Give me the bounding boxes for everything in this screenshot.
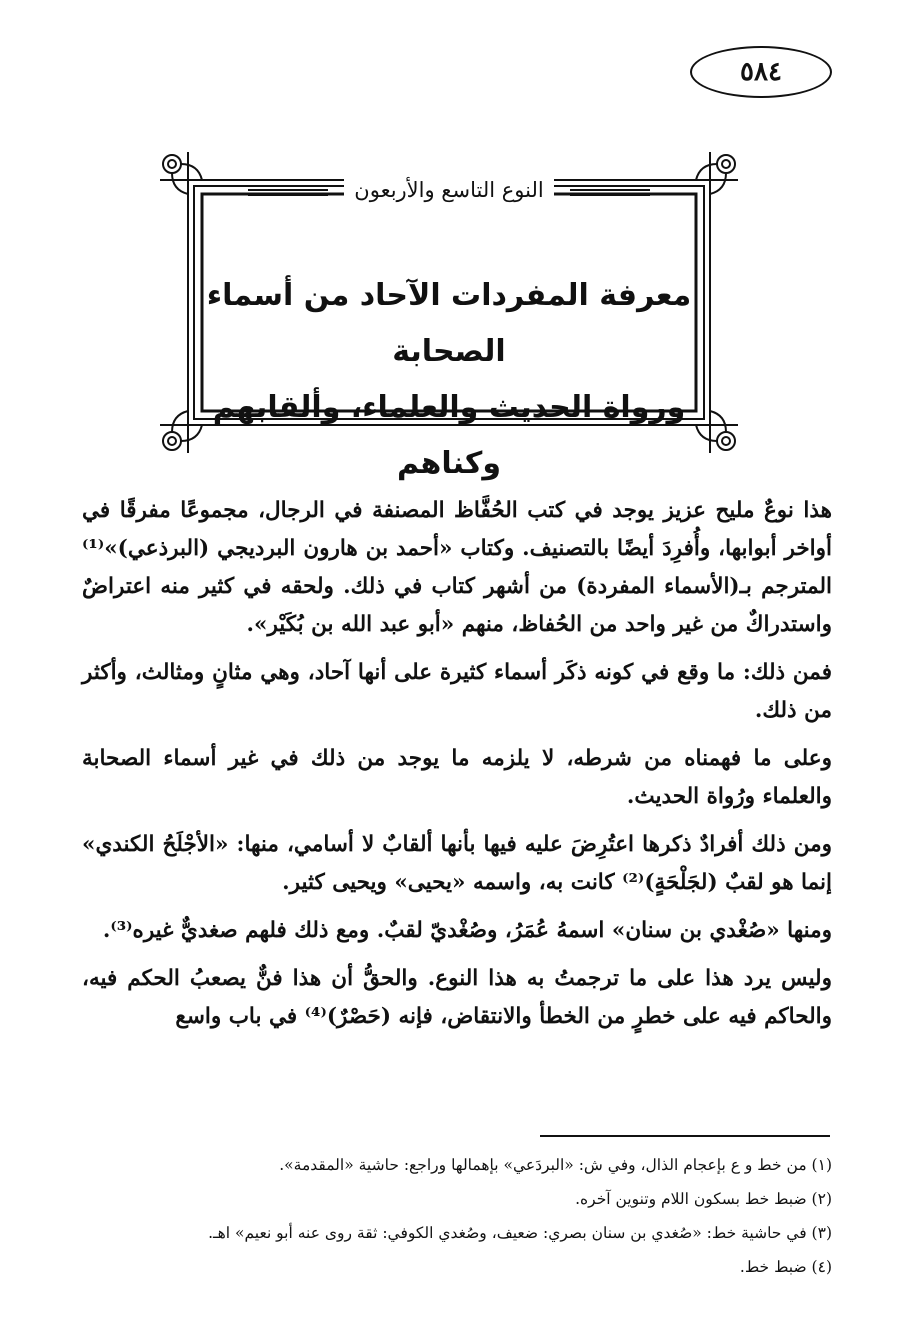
page-title (198, 268, 700, 492)
footnote-divider (540, 1135, 830, 1137)
footnote: (٤) ضبط خط. (739, 1258, 832, 1276)
footnote: (٢) ضبط خط بسكون اللام وتنوين آخره. (575, 1190, 832, 1208)
paragraph: هذا نوعٌ مليح عزيز يوجد في كتب الحُفَّاظ المصنفة في الرجال، مجموعًا مفرقًا في أواخر أبوابها، وأُفرِدَ أيضًا بالتصنيف. وكتاب «أحمد بن هارون البرديجي (البرذعي)»⁽¹⁾ المترجم بـ(الأسماء المفردة) من أشهر كتاب في ذلك. ولحقه في كثير منه اعتراضٌ واستدراكٌ من غير واحد من الحُفاظ، منهم «أبو عبد الله بن بُكَيْر». (82, 498, 832, 637)
footnotes (82, 1148, 832, 1284)
footnote: (١) من خط و ع بإعجام الذال، وفي ش: «البردَعي» بإهمالها وراجع: حاشية «المقدمة». (279, 1156, 832, 1174)
paragraph: وعلى ما فهمناه من شرطه، لا يلزمه ما يوجد من ذلك في غير أسماء الصحابة والعلماء ورُواة الحديث. (82, 746, 832, 809)
paragraph: ومن ذلك أفرادٌ ذكرها اعتُرِضَ عليه فيها بأنها ألقابٌ لا أسامي، منها: «الأجْلَحُ الكندي» إنما هو لقبٌ (لجَلْحَةٍ)⁽²⁾ كانت به، واسمه «يحيى» ويحيى كثير. (82, 832, 832, 895)
main-text (82, 492, 832, 1046)
paragraph: وليس يرد هذا على ما ترجمتُ به هذا النوع. والحقُّ أن هذا فنٌّ يصعبُ الحكم فيه، والحاكم فيه على خطرٍ من الخطأ والانتقاض، فإنه (حَصْرٌ)⁽⁴⁾ في باب واسع (82, 966, 832, 1029)
paragraph: ومنها «صُغْدي بن سنان» اسمهُ عُمَرُ، وصُغْديّ لقبٌ. ومع ذلك فلهم صغديٌّ غيره⁽³⁾. (102, 918, 832, 943)
footnote: (٣) في حاشية خط: «صُغدي بن سنان بصري: ضعيف، وصُغدي الكوفي: ثقة روى عنه أبو نعيم» اهـ. (208, 1224, 832, 1242)
title-line: معرفة المفردات الآحاد من أسماء الصحابة (206, 278, 692, 369)
paragraph: فمن ذلك: ما وقع في كونه ذكَر أسماء كثيرة على أنها آحاد، وهي مثانٍ ومثالث، وأكثر من ذلك. (82, 660, 832, 723)
section-label: النوع التاسع والأربعون (158, 178, 740, 202)
title-frame (158, 150, 740, 481)
title-line: ورواة الحديث والعلماء، وألقابهم وكناهم (212, 390, 686, 481)
page-number: ٥٨٤ (690, 46, 832, 98)
